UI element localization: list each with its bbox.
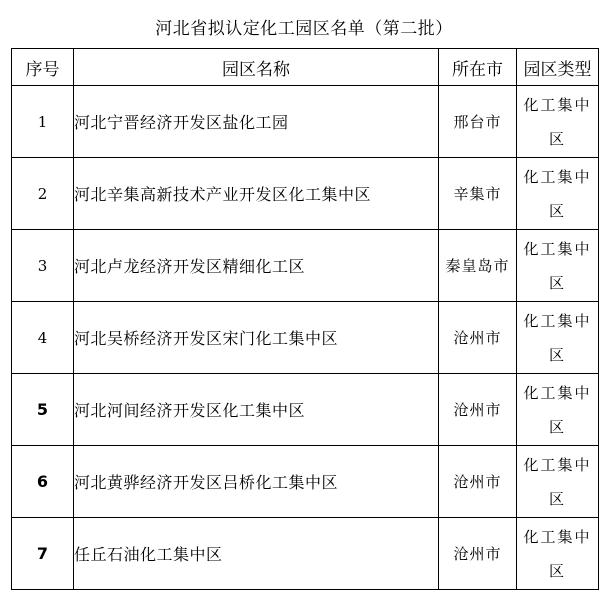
row-city: 沧州市 [439, 518, 517, 590]
table-row [12, 446, 599, 518]
row-index: 5 [12, 374, 74, 446]
row-park-type: 化工集中区 [517, 158, 599, 230]
table-row [12, 374, 599, 446]
row-index: 4 [12, 302, 74, 374]
row-park-name: 河北辛集高新技术产业开发区化工集中区 [74, 158, 439, 230]
table-row [12, 518, 599, 590]
row-park-type: 化工集中区 [517, 86, 599, 158]
table-row [12, 158, 599, 230]
table-header-row [12, 49, 599, 86]
row-index: 7 [12, 518, 74, 590]
row-index: 6 [12, 446, 74, 518]
row-city: 邢台市 [439, 86, 517, 158]
row-index: 1 [12, 86, 74, 158]
row-park-name: 河北河间经济开发区化工集中区 [74, 374, 439, 446]
row-city: 秦皇岛市 [439, 230, 517, 302]
row-park-name: 河北宁晋经济开发区盐化工园 [74, 86, 439, 158]
row-city: 沧州市 [439, 446, 517, 518]
row-park-type: 化工集中区 [517, 518, 599, 590]
document-title: 河北省拟认定化工园区名单（第二批） [155, 19, 453, 39]
header-park-name: 园区名称 [74, 49, 439, 86]
row-index: 3 [12, 230, 74, 302]
row-park-type: 化工集中区 [517, 446, 599, 518]
row-city: 辛集市 [439, 158, 517, 230]
row-city: 沧州市 [439, 374, 517, 446]
table-row [12, 230, 599, 302]
row-park-name: 河北卢龙经济开发区精细化工区 [74, 230, 439, 302]
table-row [12, 86, 599, 158]
header-index: 序号 [12, 49, 74, 86]
row-index: 2 [12, 158, 74, 230]
header-park-type: 园区类型 [517, 49, 599, 86]
row-city: 沧州市 [439, 302, 517, 374]
row-park-type: 化工集中区 [517, 302, 599, 374]
chemical-park-table [11, 48, 599, 590]
row-park-name: 任丘石油化工集中区 [74, 518, 439, 590]
row-park-type: 化工集中区 [517, 374, 599, 446]
row-park-name: 河北吴桥经济开发区宋门化工集中区 [74, 302, 439, 374]
table-row [12, 302, 599, 374]
row-park-name: 河北黄骅经济开发区吕桥化工集中区 [74, 446, 439, 518]
header-city: 所在市 [439, 49, 517, 86]
row-park-type: 化工集中区 [517, 230, 599, 302]
